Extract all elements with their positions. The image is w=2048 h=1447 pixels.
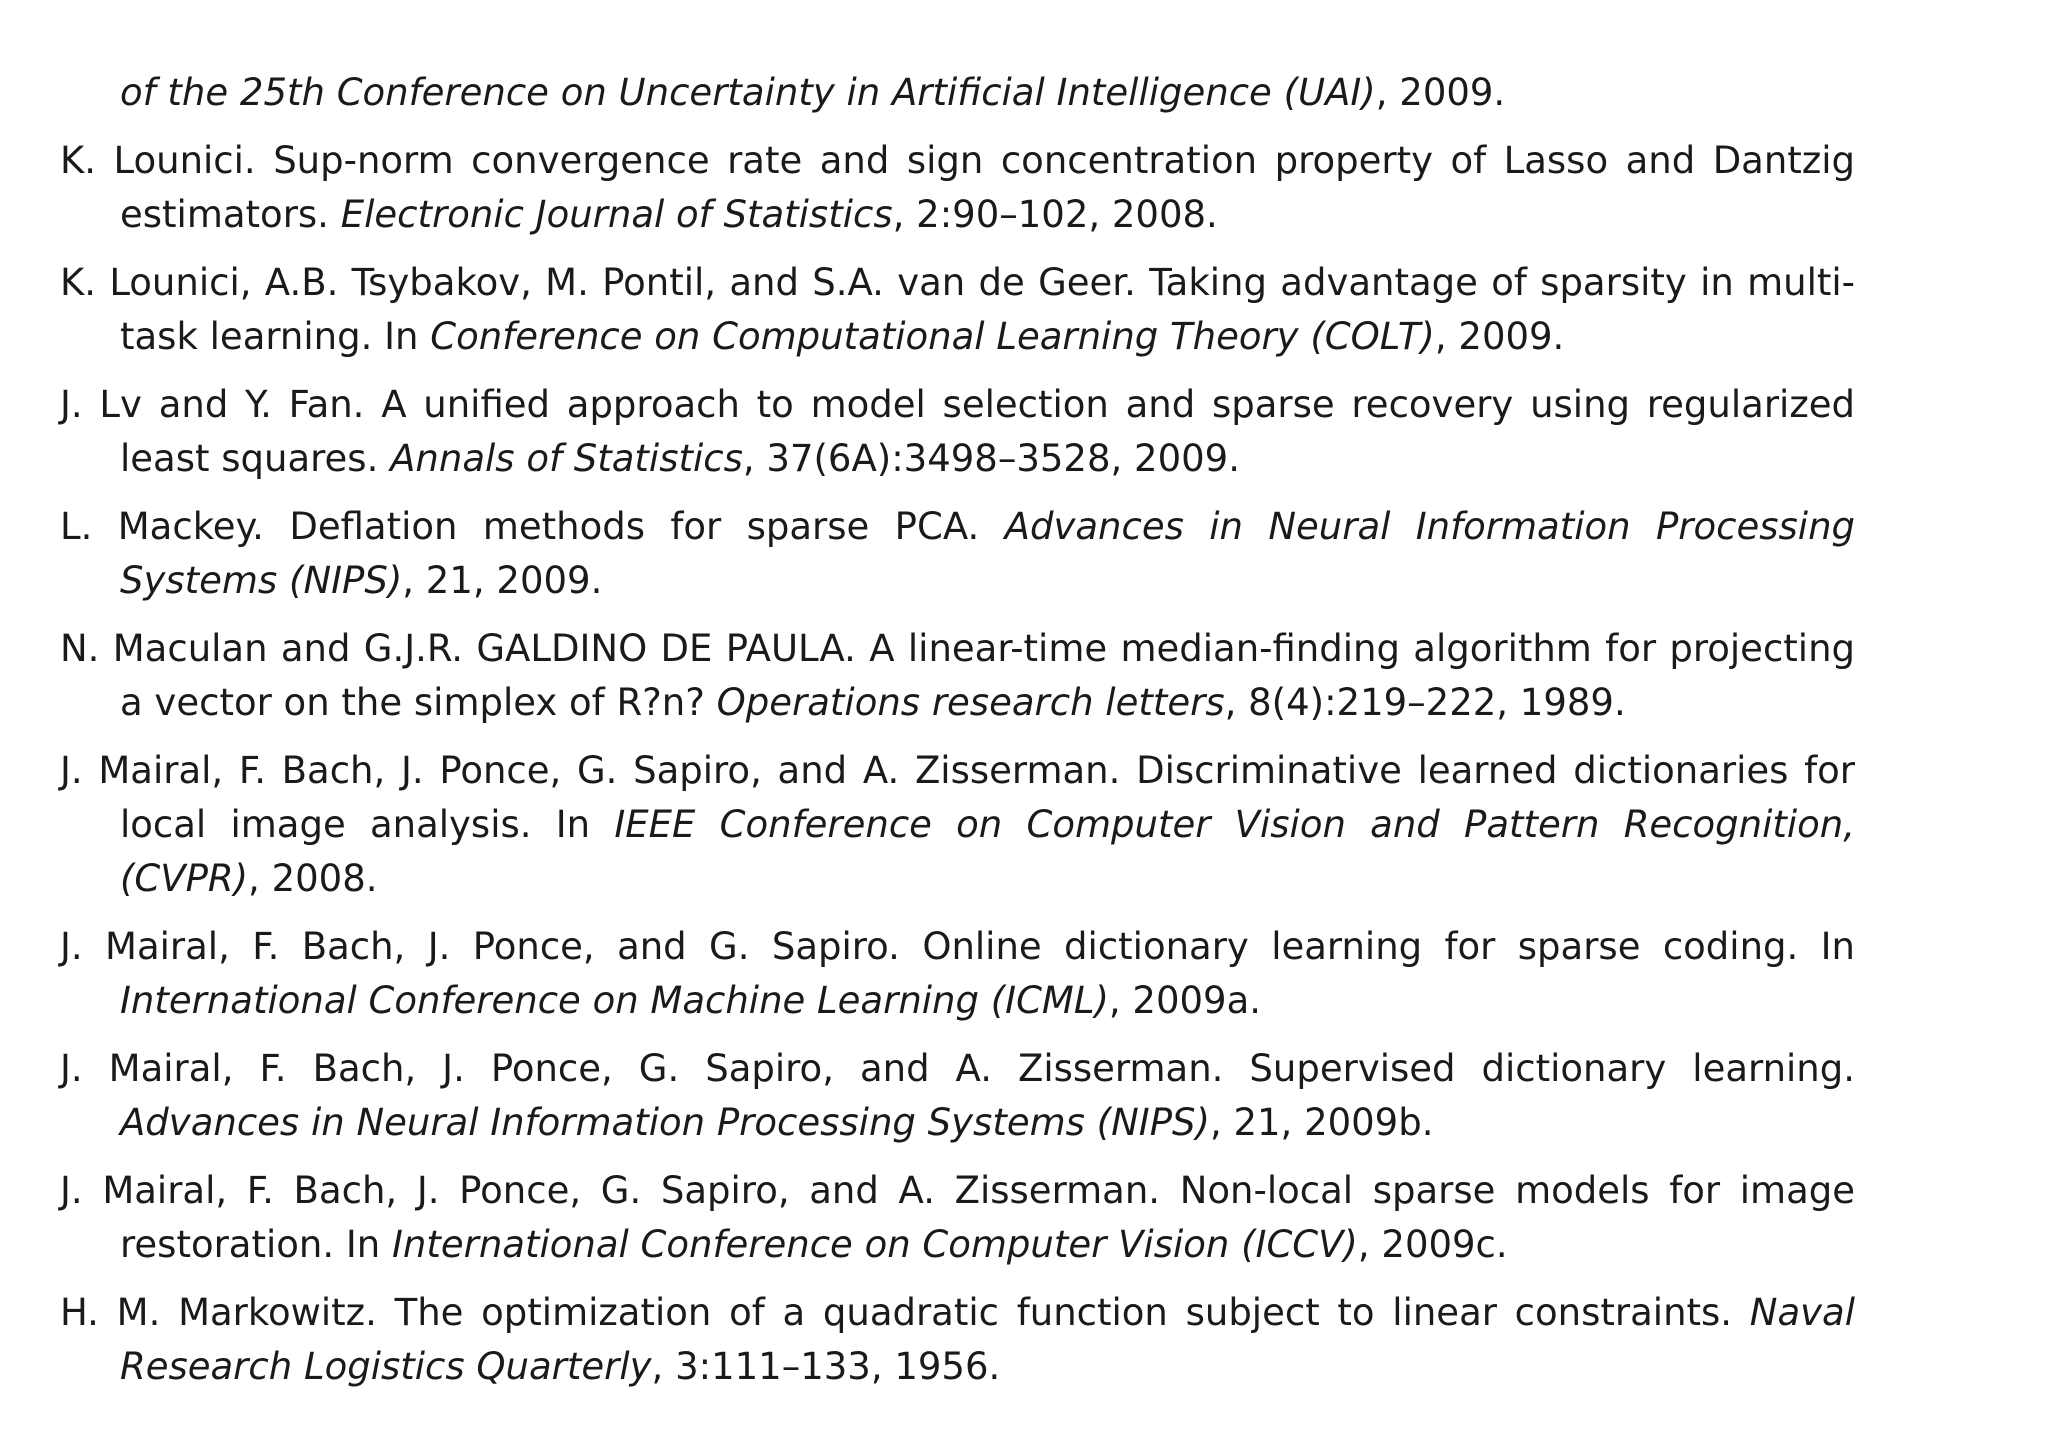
reference-tail: , 3:111–133, 1956. — [651, 1345, 1001, 1388]
reference-venue: Naval Research Logistics Quarterly — [120, 1291, 1855, 1388]
reference-venue: Operations research letters — [716, 681, 1225, 724]
reference-authors: N. Maculan and G.J.R. GALDINO DE PAULA. — [60, 627, 856, 670]
reference-authors: K. Lounici. — [60, 139, 256, 182]
reference-authors: J. Mairal, F. Bach, J. Ponce, G. Sapiro, and A. Zisserman. — [60, 749, 1121, 792]
reference-title: A unified approach to model selection and sparse recovery using regularized least squares. — [120, 383, 1855, 480]
reference-authors: H. M. Markowitz. — [60, 1291, 377, 1334]
reference-entry — [60, 920, 1855, 1028]
reference-authors: J. Mairal, F. Bach, J. Ponce, and G. Sapiro. — [60, 925, 900, 968]
reference-authors: K. Lounici, A.B. Tsybakov, M. Pontil, and S.A. van de Geer. — [60, 261, 1136, 304]
reference-tail: , 21, 2009b. — [1209, 1101, 1434, 1144]
reference-authors: J. Mairal, F. Bach, J. Ponce, G. Sapiro, and A. Zisserman. — [60, 1169, 1161, 1212]
reference-venue: Annals of Statistics — [390, 437, 743, 480]
reference-venue: of the 25th Conference on Uncertainty in Artificial Intelligence (UAI) — [120, 71, 1376, 114]
reference-tail: , 2009. — [1375, 71, 1506, 114]
reference-title: Taking advantage of sparsity in multi-task learning. In — [120, 261, 1856, 358]
reference-entry — [60, 622, 1855, 730]
reference-title: Discriminative learned dictionaries for local image analysis. In — [120, 749, 1855, 846]
reference-tail: , 21, 2009. — [402, 559, 603, 602]
reference-tail: , 2009c. — [1357, 1223, 1508, 1266]
reference-title: The optimization of a quadratic function subject to linear constraints. — [394, 1291, 1733, 1334]
reference-tail: , 37(6A):3498–3528, 2009. — [742, 437, 1240, 480]
reference-venue: Conference on Computational Learning Theory (COLT) — [430, 315, 1435, 358]
reference-tail: , 2008. — [248, 857, 378, 900]
reference-title: Deflation methods for sparse PCA. — [289, 505, 980, 548]
reference-authors: J. Mairal, F. Bach, J. Ponce, G. Sapiro, and A. Zisserman. — [60, 1047, 1224, 1090]
reference-venue: Electronic Journal of Statistics — [340, 193, 893, 236]
reference-title: Online dictionary learning for sparse coding. In — [922, 925, 1856, 968]
reference-entry — [60, 1042, 1855, 1150]
reference-entry — [60, 1164, 1855, 1272]
reference-tail: , 2009a. — [1108, 979, 1262, 1022]
reference-entry — [60, 500, 1855, 608]
reference-entry — [60, 134, 1855, 242]
reference-venue: International Conference on Machine Learning (ICML) — [120, 979, 1109, 1022]
reference-venue: Advances in Neural Information Processing Systems (NIPS) — [120, 505, 1856, 602]
reference-title: Supervised dictionary learning. — [1249, 1047, 1855, 1090]
reference-authors: J. Lv and Y. Fan. — [60, 383, 365, 426]
reference-title: Non-local sparse models for image restoration. In — [120, 1169, 1856, 1266]
reference-venue: Advances in Neural Information Processing Systems (NIPS) — [120, 1101, 1210, 1144]
reference-entry — [60, 256, 1855, 364]
reference-entry — [60, 378, 1855, 486]
reference-list — [60, 66, 1855, 1408]
reference-tail: , 2:90–102, 2008. — [892, 193, 1218, 236]
reference-venue: IEEE Conference on Computer Vision and Pattern Recognition, (CVPR) — [120, 803, 1855, 900]
reference-entry — [60, 66, 1855, 120]
reference-authors: L. Mackey. — [60, 505, 264, 548]
reference-entry — [60, 1286, 1855, 1394]
reference-entry — [60, 744, 1855, 906]
reference-title: A linear-time median-finding algorithm for projecting a vector on the simplex of R?n? — [120, 627, 1856, 724]
reference-title: Sup-norm convergence rate and sign concentration property of Lasso and Dantzig estimators. — [120, 139, 1856, 236]
reference-tail: , 8(4):219–222, 1989. — [1224, 681, 1626, 724]
reference-venue: International Conference on Computer Vision (ICCV) — [392, 1223, 1358, 1266]
reference-tail: , 2009. — [1434, 315, 1565, 358]
